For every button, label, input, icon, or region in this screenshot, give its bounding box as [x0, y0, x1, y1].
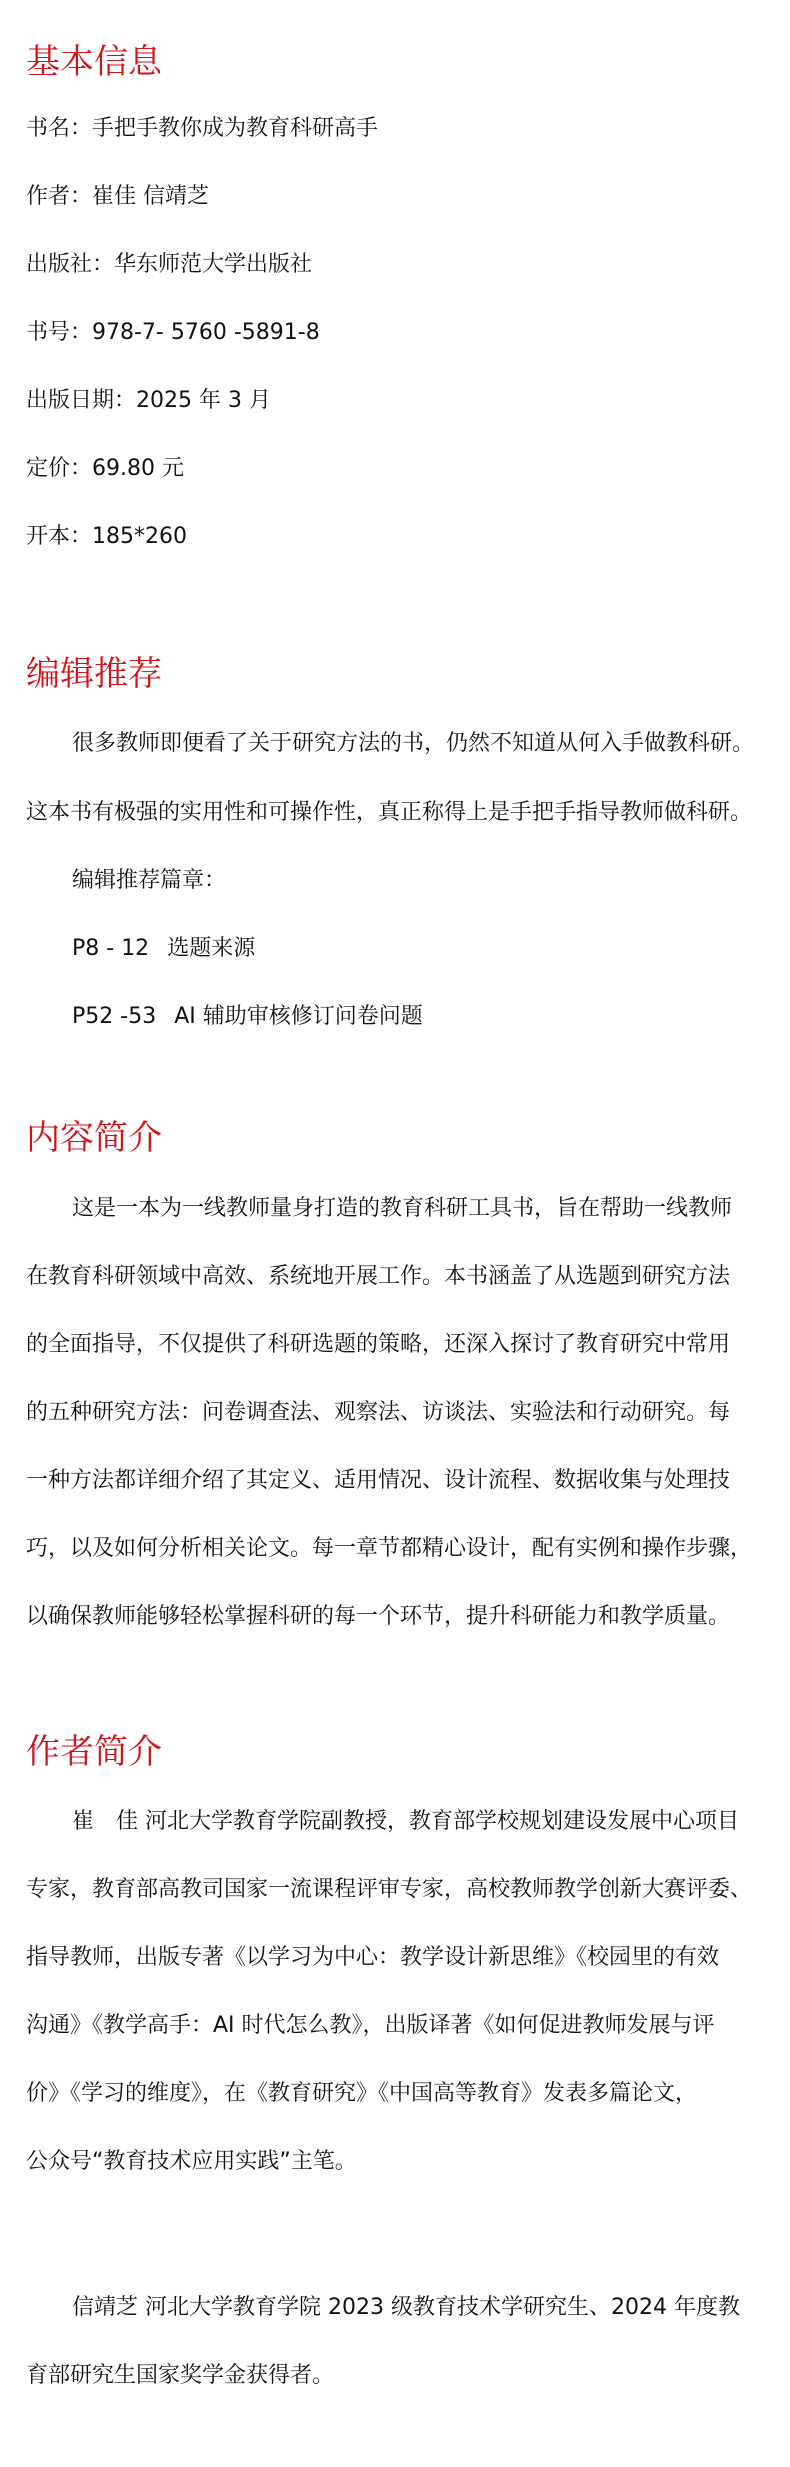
- format-line: 开本：185*260: [26, 524, 187, 549]
- isbn-line: 书号：978-7- 5760 -5891-8: [26, 320, 320, 345]
- content-line-1: 这是一本为一线教师量身打造的教育科研工具书，旨在帮助一线教师: [72, 1196, 733, 1221]
- chapter-2-title: AI 辅助审核修订问卷问题: [174, 1004, 423, 1029]
- chapter-1-pages: P8 - 12: [72, 936, 150, 961]
- content-line-6: 巧，以及如何分析相关论文。每一章节都精心设计，配有实例和操作步骤，: [26, 1536, 753, 1561]
- author-bio-2-line-2: 育部研究生国家奖学金获得者。: [26, 2363, 335, 2388]
- content-line-3: 的全面指导，不仅提供了科研选题的策略，还深入探讨了教育研究中常用: [26, 1332, 731, 1357]
- pub-date-line: 出版日期：2025 年 3 月: [26, 388, 271, 413]
- content-line-2: 在教育科研领域中高效、系统地开展工作。本书涵盖了从选题到研究方法: [26, 1264, 731, 1289]
- section-heading-author-bio: 作者简介: [26, 1732, 162, 1772]
- author-line: 作者：崔佳 信靖芝: [26, 184, 209, 209]
- author-bio-1-line-1: 崔 佳 河北大学教育学院副教授，教育部学校规划建设发展中心项目: [72, 1809, 739, 1834]
- author-bio-1-line-4: 沟通》《教学高手：AI 时代怎么教》，出版译著《如何促进教师发展与评: [26, 2013, 715, 2038]
- editor-chapter-2: [72, 1001, 766, 1033]
- publisher-line: 出版社：华东师范大学出版社: [26, 252, 313, 277]
- chapter-1-title: 选题来源: [167, 936, 256, 961]
- editor-chapters-label: 编辑推荐篇章：: [72, 868, 227, 893]
- author-bio-1-line-3: 指导教师，出版专著《以学习为中心：教学设计新思维》《校园里的有效: [26, 1945, 720, 1970]
- content-line-7: 以确保教师能够轻松掌握科研的每一个环节，提升科研能力和教学质量。: [26, 1604, 731, 1629]
- section-heading-editor-recommend: 编辑推荐: [26, 654, 162, 694]
- author-bio-1-line-5: 价》《学习的维度》，在《教育研究》《中国高等教育》发表多篇论文，: [26, 2081, 698, 2106]
- section-heading-basic-info: 基本信息: [26, 42, 162, 82]
- author-bio-1-line-2: 专家，教育部高教司国家一流课程评审专家，高校教师教学创新大赛评委、: [26, 1877, 753, 1902]
- author-bio-2-line-1: 信靖芝 河北大学教育学院 2023 级教育技术学研究生、2024 年度教: [72, 2295, 740, 2320]
- price-line: 定价：69.80 元: [26, 456, 184, 481]
- editor-text-line-1: 很多教师即便看了关于研究方法的书，仍然不知道从何入手做教科研。: [72, 731, 755, 756]
- editor-chapter-1: [72, 933, 766, 965]
- chapter-2-pages: P52 -53: [72, 1004, 157, 1029]
- section-heading-content-summary: 内容简介: [26, 1118, 162, 1158]
- book-title-line: 书名：手把手教你成为教育科研高手: [26, 116, 379, 141]
- content-line-4: 的五种研究方法：问卷调查法、观察法、访谈法、实验法和行动研究。每: [26, 1400, 731, 1425]
- editor-text-line-2: 这本书有极强的实用性和可操作性，真正称得上是手把手指导教师做科研。: [26, 800, 753, 825]
- content-line-5: 一种方法都详细介绍了其定义、适用情况、设计流程、数据收集与处理技: [26, 1468, 731, 1493]
- author-bio-1-line-6: 公众号“教育技术应用实践”主笔。: [26, 2149, 357, 2174]
